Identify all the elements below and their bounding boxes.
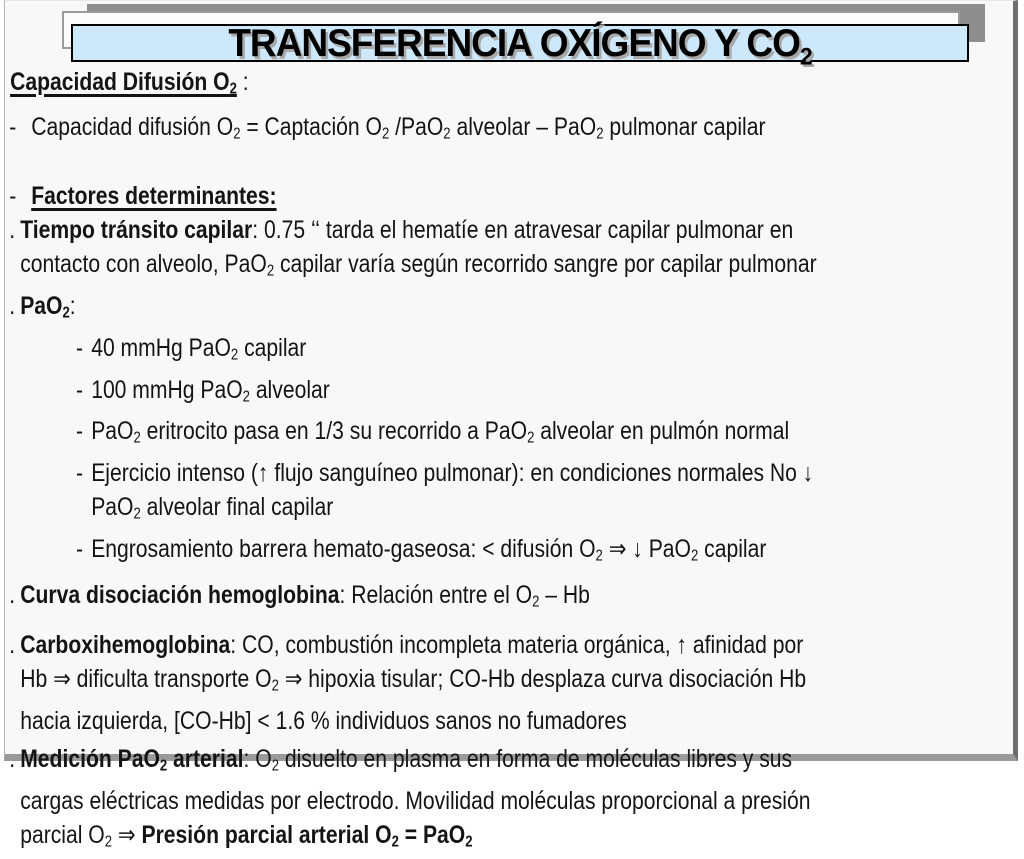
text-run: alveolar final capilar — [140, 493, 334, 522]
text-line — [5, 331, 1024, 373]
slide-title-subscript: 2 — [799, 42, 812, 70]
text-line — [5, 704, 1024, 738]
text-run: 2 — [527, 430, 535, 448]
text-run: 2 — [230, 346, 239, 364]
text-run: hacia izquierda, [CO-Hb] < 1.6 % individuos sanos no fumadores — [20, 706, 627, 735]
title-bar — [71, 21, 969, 70]
text-line — [5, 110, 1024, 152]
text-run: capilar — [238, 333, 307, 362]
text-run: 2 — [62, 304, 70, 322]
text-run: 2 — [532, 594, 540, 612]
bullet-marker: - — [75, 534, 84, 563]
bullet-marker: - — [9, 112, 17, 141]
text-run: Capacidad difusión O — [31, 112, 234, 141]
text-run: alveolar — [249, 375, 330, 404]
text-line — [5, 65, 1024, 107]
bullet-marker: . — [9, 581, 16, 610]
bullet-marker: - — [75, 417, 84, 446]
text-run: 2 — [271, 757, 279, 775]
text-run: = PaO — [398, 820, 466, 849]
bullet-marker: . — [9, 216, 16, 245]
text-run: 2 — [381, 125, 390, 143]
bullet-marker: . — [9, 631, 16, 660]
bullet-marker: . — [9, 292, 16, 321]
text-run: parcial O — [20, 820, 105, 849]
text-run: 2 — [159, 757, 168, 775]
text-run: 2 — [690, 547, 699, 565]
bullet-marker: - — [9, 182, 17, 211]
text-run: ⇒ hipoxia tisular; CO-Hb desplaza curva disociación Hb — [278, 665, 807, 694]
text-run: : CO, combustión incompleta materia orgánica, ↑ afinidad por — [230, 631, 804, 660]
text-line — [5, 414, 1024, 456]
text-run: = Captación O — [240, 112, 382, 141]
text-run: Ejercicio intenso (↑ flujo sanguíneo pulmonar): en condiciones normales No ↓ — [91, 459, 814, 488]
bullet-marker: - — [75, 459, 84, 488]
text-run: PaO — [91, 417, 134, 446]
text-run: 2 — [595, 547, 603, 565]
text-run: 2 — [104, 833, 113, 851]
text-run: : O — [243, 744, 272, 773]
text-run: Curva disociación hemoglobina — [20, 581, 340, 610]
text-line — [5, 628, 1024, 662]
text-run: arterial — [167, 744, 244, 773]
text-line — [5, 578, 1024, 620]
text-line — [5, 179, 1024, 213]
text-run: alveolar – PaO — [450, 112, 597, 141]
text-run: 2 — [271, 677, 279, 695]
text-run: Medición PaO — [20, 744, 160, 773]
text-line — [5, 289, 1024, 331]
text-line — [5, 373, 1024, 415]
text-run: 2 — [133, 505, 141, 523]
text-line — [5, 784, 1024, 818]
bullet-marker: . — [9, 744, 16, 773]
text-run: eritrocito pasa en 1/3 su recorrido a PaO — [140, 417, 528, 446]
text-run: : — [69, 292, 76, 321]
text-run: Carboxihemoglobina — [20, 631, 231, 660]
text-line — [5, 456, 1024, 490]
text-run: 2 — [242, 388, 250, 406]
text-run: : 0.75 ‘‘ tarda el hematíe en atravesar capilar pulmonar en — [252, 216, 794, 245]
text-run: 2 — [266, 263, 275, 281]
text-line — [5, 213, 1024, 247]
text-run: Capacidad Difusión O — [10, 68, 230, 96]
underlined-text — [31, 182, 276, 210]
text-run: 100 mmHg PaO — [91, 375, 243, 404]
title-box — [71, 21, 969, 70]
text-run: 2 — [133, 430, 141, 448]
slide — [4, 0, 1018, 851]
text-run: disuelto en plasma en forma de moléculas libres y sus — [278, 744, 793, 773]
slide-body — [5, 65, 1024, 859]
text-run: PaO — [20, 292, 63, 321]
underlined-text — [10, 68, 237, 96]
text-run: capilar — [698, 534, 767, 563]
text-run: Tiempo tránsito capilar — [20, 216, 253, 245]
text-line — [5, 490, 1024, 532]
text-run: cargas eléctricas medidas por electrodo. Movilidad moléculas proporcional a presión — [20, 786, 811, 815]
bullet-marker: - — [75, 333, 84, 362]
text-line — [5, 818, 1024, 859]
text-run: 2 — [596, 125, 604, 143]
text-run: Presión parcial arterial O — [141, 820, 392, 849]
text-line — [5, 742, 1024, 784]
text-run: alveolar en pulmón normal — [534, 417, 790, 446]
text-run: Factores determinantes: — [31, 182, 277, 211]
text-line — [5, 247, 1024, 289]
text-line — [5, 532, 1024, 574]
text-line — [5, 662, 1024, 704]
text-run: contacto con alveolo, PaO — [20, 250, 267, 279]
text-run: 2 — [443, 125, 451, 143]
text-run: 2 — [391, 833, 399, 851]
text-run: ⇒ — [112, 820, 142, 849]
slide-title-text: TRANSFERENCIA OXÍGENO Y CO — [228, 21, 800, 65]
text-run: – Hb — [539, 581, 590, 610]
text-run: : — [236, 68, 249, 96]
text-run: /PaO — [389, 112, 444, 141]
text-run: Engrosamiento barrera hemato-gaseosa: < difusión O — [91, 534, 596, 563]
text-run: ⇒ ↓ PaO — [602, 534, 691, 563]
text-run: : Relación entre el O — [339, 581, 533, 610]
text-run: pulmonar capilar — [603, 112, 766, 141]
text-run: capilar varía según recorrido sangre por capilar pulmonar — [274, 250, 817, 279]
text-run: 2 — [233, 125, 241, 143]
text-run: 2 — [465, 833, 473, 851]
text-run: Hb ⇒ dificulta transporte O — [20, 665, 272, 694]
text-run: 40 mmHg PaO — [91, 333, 231, 362]
text-run: 2 — [229, 80, 237, 98]
text-run: PaO — [91, 493, 134, 522]
bullet-marker: - — [75, 375, 84, 404]
